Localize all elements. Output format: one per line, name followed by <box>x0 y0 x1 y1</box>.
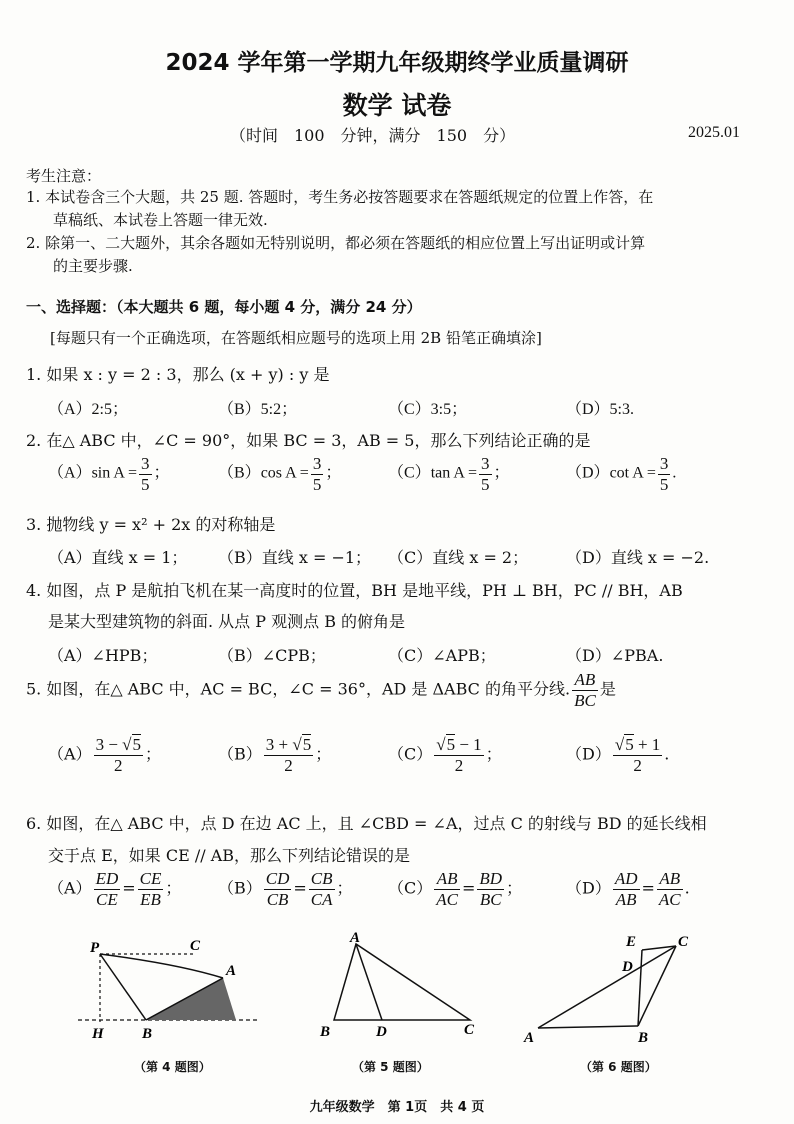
q4-option-b: （B）∠CPB； <box>218 646 326 665</box>
q1-option-a: （A）2:5； <box>48 401 129 418</box>
q3-option-c: （C）直线 x = 2； <box>388 548 529 567</box>
label-C: C <box>464 1022 475 1038</box>
subject-title: 数学 试卷 <box>342 91 452 120</box>
figure-6-caption: （第 6 题图） <box>580 1060 657 1074</box>
section-instruction: [每题只有一个正确选项，在答题纸相应题号的选项上用 2B 铅笔正确填涂] <box>50 329 542 347</box>
label-C: C <box>190 938 201 954</box>
q3-option-b: （B）直线 x = −1； <box>218 548 372 567</box>
q3-option-a: （A）直线 x = 1； <box>48 548 188 567</box>
question-4-line2: 是某大型建筑物的斜面. 从点 P 观测点 B 的俯角是 <box>48 612 406 631</box>
label-C: C <box>678 934 689 950</box>
time-info: （时间 100 分钟，满分 150 分） <box>230 126 516 145</box>
q6-option-a: （A） $\frac{ED}{CE}$ = $\frac{CE}{EB}$ ； <box>48 869 182 909</box>
q3-option-d: （D）直线 x = −2. <box>566 548 710 567</box>
q2-option-b: （B）cos A = $\frac{3}{5}$ ； <box>218 454 342 494</box>
q2-option-a: （A）sin A = $\frac{3}{5}$ ； <box>48 454 170 494</box>
notice-item: 草稿纸、本试卷上答题一律无效. <box>53 211 268 229</box>
question-5-stem: 5. 如图，在△ ABC 中，AC = BC，∠C = 36°，AD 是 ΔABC 的角平分线. $\frac{AB}{BC}$ 是 <box>26 670 616 710</box>
label-P: P <box>90 940 100 956</box>
q6-option-b: （B） $\frac{CD}{CB}$ = $\frac{CB}{CA}$ ； <box>218 869 353 909</box>
notice-heading: 考生注意： <box>26 167 102 185</box>
label-B: B <box>320 1024 331 1040</box>
q5-option-b: （B） $\frac{3 + √5}{2}$ ； <box>218 735 332 775</box>
q1-option-c: （C）3:5； <box>388 401 468 418</box>
label-H: H <box>92 1026 104 1042</box>
q5-option-d: （D） $\frac{√5 + 1}{2}$ . <box>566 735 670 775</box>
q1-option-b: （B）5:2； <box>218 401 298 418</box>
label-B: B <box>142 1026 153 1042</box>
question-4-line1: 4. 如图，点 P 是航拍飞机在某一高度时的位置，BH 是地平线，PH ⊥ BH，PC // BH，AB <box>26 581 683 600</box>
question-6-line2: 交于点 E，如果 CE // AB，那么下列结论错误的是 <box>48 846 411 865</box>
figure-5-caption: （第 5 题图） <box>352 1060 429 1074</box>
question-1-stem: 1. 如果 x : y = 2 : 3，那么 (x + y) : y 是 <box>26 365 330 384</box>
figure-5 <box>312 930 492 1046</box>
figure-6 <box>518 928 708 1048</box>
q2-option-d: （D）cot A = $\frac{3}{5}$ . <box>566 454 677 494</box>
q2-option-c: （C）tan A = $\frac{3}{5}$ ； <box>388 454 510 494</box>
question-2-stem: 2. 在△ ABC 中，∠C = 90°，如果 BC = 3，AB = 5，那么下列结论正确的是 <box>26 431 591 450</box>
q4-option-c: （C）∠APB； <box>388 646 496 665</box>
label-A: A <box>226 963 237 979</box>
label-B: B <box>638 1030 649 1046</box>
notice-item: 的主要步骤. <box>53 257 133 275</box>
q5-option-c: （C） $\frac{√5 - 1}{2}$ ； <box>388 735 502 775</box>
q4-option-a: （A）∠HPB； <box>48 646 158 665</box>
q5-option-a: （A） $\frac{3 - √5}{2}$ ； <box>48 735 162 775</box>
question-3-stem: 3. 抛物线 y = x² + 2x 的对称轴是 <box>26 515 276 534</box>
figure-4-caption: （第 4 题图） <box>134 1060 211 1074</box>
page-footer: 九年级数学 第 1页 共 4 页 <box>309 1100 485 1115</box>
notice-item: 1. 本试卷含三个大题，共 25 题. 答题时，考生务必按答题要求在答题纸规定的位置上作答，在 <box>26 188 654 206</box>
exam-date: 2025.01 <box>688 124 740 141</box>
q1-option-d: （D）5:3. <box>566 401 635 418</box>
exam-title: 2024 学年第一学期九年级期终学业质量调研 <box>165 50 629 76</box>
label-D: D <box>376 1024 387 1040</box>
label-A: A <box>350 930 361 946</box>
label-E: E <box>626 934 637 950</box>
figure-4 <box>78 930 278 1046</box>
label-A: A <box>524 1030 535 1046</box>
q6-option-d: （D） $\frac{AD}{AB}$ = $\frac{AB}{AC}$ . <box>566 869 690 909</box>
q4-option-d: （D）∠PBA. <box>566 646 664 665</box>
q6-option-c: （C） $\frac{AB}{AC}$ = $\frac{BD}{BC}$ ； <box>388 869 523 909</box>
notice-item: 2. 除第一、二大题外，其余各题如无特别说明，都必须在答题纸的相应位置上写出证明或计算 <box>26 234 646 252</box>
label-D: D <box>622 959 633 975</box>
question-6-line1: 6. 如图，在△ ABC 中，点 D 在边 AC 上，且 ∠CBD = ∠A，过点 C 的射线与 BD 的延长线相 <box>26 814 707 833</box>
section-heading: 一、选择题：（本大题共 6 题，每小题 4 分，满分 24 分） <box>26 298 422 316</box>
